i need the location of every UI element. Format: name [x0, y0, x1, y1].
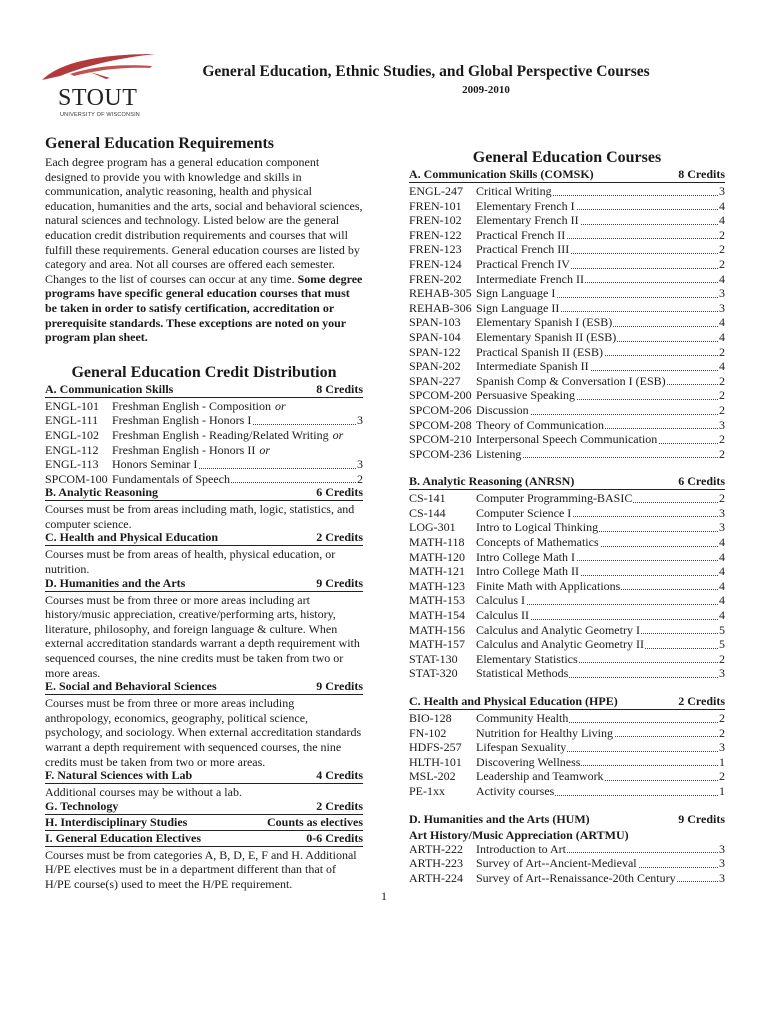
course-name: Sign Language I	[476, 286, 718, 301]
course-code: SPAN-103	[409, 315, 461, 330]
courses-c-list	[409, 711, 725, 799]
list-item	[409, 359, 725, 374]
list-item: ENGL-113 Honors Seminar I 3	[45, 457, 363, 472]
course-name: Elementary French I	[476, 199, 718, 214]
course-name: Finite Math with Applications	[476, 579, 718, 594]
course-credits: 2	[719, 491, 725, 506]
list-item	[409, 315, 725, 330]
course-code: MATH-154	[409, 608, 465, 623]
course-credits: 2	[719, 769, 725, 784]
course-name: Concepts of Mathematics	[476, 535, 718, 550]
course-name: Intro College Math II	[476, 564, 718, 579]
course-code: FREN-124	[409, 256, 462, 271]
list-item	[409, 506, 725, 521]
course-credits: 4	[719, 359, 725, 374]
course-credits: 3	[719, 300, 725, 315]
course-code: ARTH-224	[409, 870, 463, 885]
dist-c-note: Courses must be from areas of health, physical education, or nutrition.	[45, 547, 336, 577]
left-column	[45, 134, 363, 892]
list-item	[409, 550, 725, 565]
course-name: Elementary French II	[476, 213, 718, 228]
course-name: Survey of Art--Renaissance-20th Century	[476, 871, 718, 886]
course-credits: 2	[719, 242, 725, 257]
course-credits: 3	[719, 740, 725, 755]
list-item: ENGL-112 Freshman English - Honors II or	[45, 442, 270, 457]
course-name: Practical French II	[476, 228, 718, 243]
course-credits: 2	[719, 344, 725, 359]
list-item	[409, 257, 725, 272]
course-code: MATH-118	[409, 535, 465, 550]
course-credits: 2	[719, 432, 725, 447]
document-title: General Education, Ethnic Studies, and Global Perspective Courses	[202, 63, 650, 80]
course-name: Practical French III	[476, 242, 718, 257]
dist-cat-h: H. Interdisciplinary Studies Counts as electives	[45, 814, 363, 829]
list-item	[409, 447, 725, 462]
course-name: Critical Writing	[476, 184, 718, 199]
course-credits: 3	[719, 520, 725, 535]
course-credits: 1	[719, 783, 725, 798]
requirements-heading: General Education Requirements	[45, 135, 275, 152]
course-code: MATH-156	[409, 622, 465, 637]
list-item: ENGL-101 Freshman English - Composition or	[45, 398, 286, 413]
list-item	[409, 740, 725, 755]
dist-d-note: Courses must be from three or more areas including art history/music appreciation, creative/performing arts, history, literature, philosophy, and foreign language & culture. When external accreditation standards warrant a depth requirement with sequenced courses, the nine credits must be taken from two or more areas.	[45, 592, 360, 680]
course-name: Elementary Spanish I (ESB)	[476, 315, 718, 330]
list-item	[409, 432, 725, 447]
course-name: Lifespan Sexuality	[476, 740, 718, 755]
course-code: SPAN-122	[409, 344, 461, 359]
course-name: Interpersonal Speech Communication	[476, 432, 718, 447]
course-code: SPCOM-206	[409, 402, 472, 417]
list-item	[409, 418, 725, 433]
course-name: Theory of Communication	[476, 418, 718, 433]
document-year: 2009-2010	[462, 84, 510, 96]
courses-cat-b: B. Analytic Reasoning (ANRSN) 6 Credits	[409, 474, 725, 489]
course-code: FREN-122	[409, 227, 462, 242]
list-item	[409, 388, 725, 403]
course-name: Intermediate Spanish II	[476, 359, 718, 374]
list-item	[409, 403, 725, 418]
courses-cat-c: C. Health and Physical Education (HPE) 2 Credits	[409, 694, 725, 708]
list-item	[409, 784, 725, 799]
courses-a-list	[409, 184, 725, 461]
course-code: REHAB-305	[409, 286, 472, 301]
dist-a-course-list	[45, 399, 363, 487]
list-item	[409, 666, 725, 681]
course-name: Community Health	[476, 711, 718, 726]
course-code: MATH-121	[409, 564, 465, 579]
requirements-body	[45, 155, 363, 345]
course-name: Survey of Art--Ancient-Medieval	[476, 856, 718, 871]
course-name: Intro College Math I	[476, 550, 718, 565]
dist-cat-d: D. Humanities and the Arts 9 Credits	[45, 575, 363, 590]
course-code: FREN-123	[409, 242, 462, 257]
page-number: 1	[381, 889, 387, 903]
course-code: PE-1xx	[409, 783, 445, 798]
course-credits: 2	[719, 256, 725, 271]
requirements-exceptions: Some degree programs have specific general education courses that must be taken in order to satisfy certification, accreditation or prerequisite standards. These exceptions are noted on your program plan sheet.	[45, 271, 363, 345]
course-name: Calculus and Analytic Geometry II	[476, 637, 718, 652]
dist-e-note: Courses must be from three or more areas including anthropology, economics, geography, political science, psychology, and sociology. When external accreditation standards warrant a depth requirement with sequenced courses, the nine credits must be taken from two or more areas.	[45, 696, 362, 769]
list-item: ENGL-102 Freshman English - Reading/Related Writing or	[45, 427, 344, 442]
dist-f-note: Additional courses may be without a lab.	[45, 785, 242, 800]
course-name: Practical French IV	[476, 257, 718, 272]
course-name: Spanish Comp & Conversation I (ESB)	[476, 374, 718, 389]
course-name: Computer Programming-BASIC	[476, 491, 718, 506]
course-code: SPCOM-208	[409, 417, 472, 432]
course-code: SPCOM-200	[409, 388, 472, 403]
course-credits: 3	[719, 184, 725, 198]
course-credits: 3	[719, 841, 725, 856]
courses-cat-a: A. Communication Skills (COMSK) 8 Credits	[409, 167, 725, 181]
list-item	[409, 272, 725, 287]
courses-cat-d: D. Humanities and the Arts (HUM) 9 Credits	[409, 811, 725, 826]
course-name: Practical Spanish II (ESB)	[476, 345, 718, 360]
course-credits: 3	[719, 856, 725, 871]
course-code: CS-144	[409, 505, 446, 520]
dist-cat-i: I. General Education Electives 0-6 Credits	[45, 830, 363, 845]
course-code: SPCOM-210	[409, 432, 472, 447]
course-credits: 2	[719, 725, 725, 740]
course-code: STAT-130	[409, 651, 458, 666]
list-item	[409, 711, 725, 726]
list-item	[409, 842, 725, 857]
course-name: Calculus and Analytic Geometry I	[476, 623, 718, 638]
course-credits: 2	[719, 651, 725, 666]
course-credits: 4	[719, 593, 725, 608]
course-credits: 5	[719, 622, 725, 637]
course-credits: 2	[719, 402, 725, 417]
courses-b-list	[409, 491, 725, 681]
course-code: BIO-128	[409, 711, 452, 725]
course-code: ARTH-223	[409, 856, 463, 871]
course-credits: 4	[719, 564, 725, 579]
list-item	[409, 637, 725, 652]
course-code: REHAB-306	[409, 300, 472, 315]
course-credits: 4	[719, 549, 725, 564]
list-item	[409, 520, 725, 535]
course-credits: 4	[719, 608, 725, 623]
course-name: Computer Science I	[476, 506, 718, 521]
course-name: Introduction to Art	[476, 842, 718, 857]
course-code: SPCOM-236	[409, 446, 472, 461]
list-item	[409, 579, 725, 594]
course-credits: 3	[719, 870, 725, 885]
list-item	[409, 301, 725, 316]
logo-subtitle: UNIVERSITY OF WISCONSIN	[60, 112, 140, 118]
courses-d-subheading: Art History/Music Appreciation (ARTMU)	[409, 827, 629, 842]
course-credits: 5	[719, 637, 725, 652]
list-item	[409, 242, 725, 257]
course-code: SPAN-227	[409, 373, 461, 388]
logo-wordmark: STOUT	[58, 85, 138, 111]
requirements-text: Each degree program has a general education component designed to provide you with knowledge and skills in communication, analytic reasoning, health and physical education, humanities and the arts, social and behavioral sciences, natural sciences and technology. Listed below are the general education credit distribution requirements and courses that will fulfill these requirements. General education courses are listed by category and area. Not all courses are offered each semester. Changes to the list of courses can occur at any time.	[45, 155, 363, 286]
course-name: Calculus I	[476, 593, 718, 608]
course-credits: 2	[719, 711, 725, 725]
course-name: Nutrition for Healthy Living	[476, 726, 718, 741]
course-credits: 4	[719, 271, 725, 286]
dist-cat-c: C. Health and Physical Education 2 Credits	[45, 530, 363, 545]
dist-i-note: Courses must be from categories A, B, D, E, F and H. Additional H/PE electives must be in a department different than that of H/PE course(s) used to meet the H/PE requirement.	[45, 847, 357, 891]
right-column	[409, 148, 725, 885]
course-code: MATH-157	[409, 637, 465, 652]
course-name: Discussion	[476, 403, 718, 418]
course-code: SPAN-202	[409, 359, 461, 374]
list-item: SPCOM-100 Fundamentals of Speech 2	[45, 471, 363, 486]
course-code: ENGL-247	[409, 184, 463, 198]
course-code: LOG-301	[409, 520, 456, 535]
list-item	[409, 871, 725, 886]
course-code: MATH-153	[409, 593, 465, 608]
distribution-heading: General Education Credit Distribution	[71, 363, 337, 381]
course-credits: 4	[719, 329, 725, 344]
list-item	[409, 199, 725, 214]
dist-cat-g: G. Technology 2 Credits	[45, 798, 363, 813]
dist-cat-e: E. Social and Behavioral Sciences 9 Credits	[45, 679, 363, 694]
course-code: HLTH-101	[409, 754, 462, 769]
course-code: STAT-320	[409, 666, 458, 681]
course-name: Persuasive Speaking	[476, 388, 718, 403]
course-code: FREN-202	[409, 271, 462, 286]
course-name: Leadership and Teamwork	[476, 769, 718, 784]
course-name: Elementary Statistics	[476, 652, 718, 667]
list-item	[409, 491, 725, 506]
course-code: FREN-102	[409, 213, 462, 228]
course-credits: 4	[719, 315, 725, 330]
list-item	[409, 374, 725, 389]
list-item	[409, 213, 725, 228]
course-code: CS-141	[409, 491, 446, 506]
list-item	[409, 755, 725, 770]
list-item	[409, 228, 725, 243]
list-item	[409, 726, 725, 741]
dist-cat-f: F. Natural Sciences with Lab 4 Credits	[45, 768, 363, 783]
course-credits: 3	[719, 417, 725, 432]
list-item	[409, 330, 725, 345]
course-code: HDFS-257	[409, 740, 462, 755]
course-credits: 4	[719, 578, 725, 593]
course-credits: 2	[719, 388, 725, 403]
list-item	[409, 593, 725, 608]
course-code: ARTH-222	[409, 841, 463, 856]
course-code: SPAN-104	[409, 329, 461, 344]
course-name: Sign Language II	[476, 301, 718, 316]
courses-d-list	[409, 842, 725, 886]
course-credits: 3	[719, 286, 725, 301]
list-item	[409, 769, 725, 784]
course-credits: 2	[719, 227, 725, 242]
list-item	[409, 345, 725, 360]
course-code: FREN-101	[409, 198, 462, 213]
dist-cat-a: A. Communication Skills 8 Credits	[45, 381, 363, 396]
course-credits: 3	[719, 505, 725, 520]
list-item	[409, 535, 725, 550]
course-credits: 4	[719, 213, 725, 228]
list-item	[409, 184, 725, 199]
list-item	[409, 286, 725, 301]
list-item	[409, 652, 725, 667]
dist-b-note: Courses must be from areas including math, logic, statistics, and computer science.	[45, 502, 355, 531]
course-name: Activity courses	[476, 784, 718, 799]
list-item	[409, 856, 725, 871]
list-item	[409, 564, 725, 579]
course-name: Statistical Methods	[476, 666, 718, 681]
courses-heading: General Education Courses	[472, 149, 662, 166]
course-credits: 4	[719, 535, 725, 550]
list-item	[409, 608, 725, 623]
list-item: ENGL-111 Freshman English - Honors I 3	[45, 413, 363, 428]
course-code: MATH-123	[409, 578, 465, 593]
course-credits: 2	[719, 446, 725, 461]
course-name: Elementary Spanish II (ESB)	[476, 330, 718, 345]
course-name: Intermediate French II	[476, 272, 718, 287]
course-code: MSL-202	[409, 769, 456, 784]
dist-cat-b: B. Analytic Reasoning 6 Credits	[45, 485, 363, 500]
stout-logo	[40, 52, 160, 122]
course-credits: 2	[719, 373, 725, 388]
course-credits: 1	[719, 754, 725, 769]
list-item	[409, 623, 725, 638]
course-name: Calculus II	[476, 608, 718, 623]
course-name: Discovering Wellness	[476, 755, 718, 770]
course-credits: 4	[719, 198, 725, 213]
course-name: Intro to Logical Thinking	[476, 520, 718, 535]
course-credits: 3	[719, 666, 725, 681]
course-name: Listening	[476, 447, 718, 462]
course-code: MATH-120	[409, 549, 465, 564]
course-code: FN-102	[409, 725, 447, 740]
